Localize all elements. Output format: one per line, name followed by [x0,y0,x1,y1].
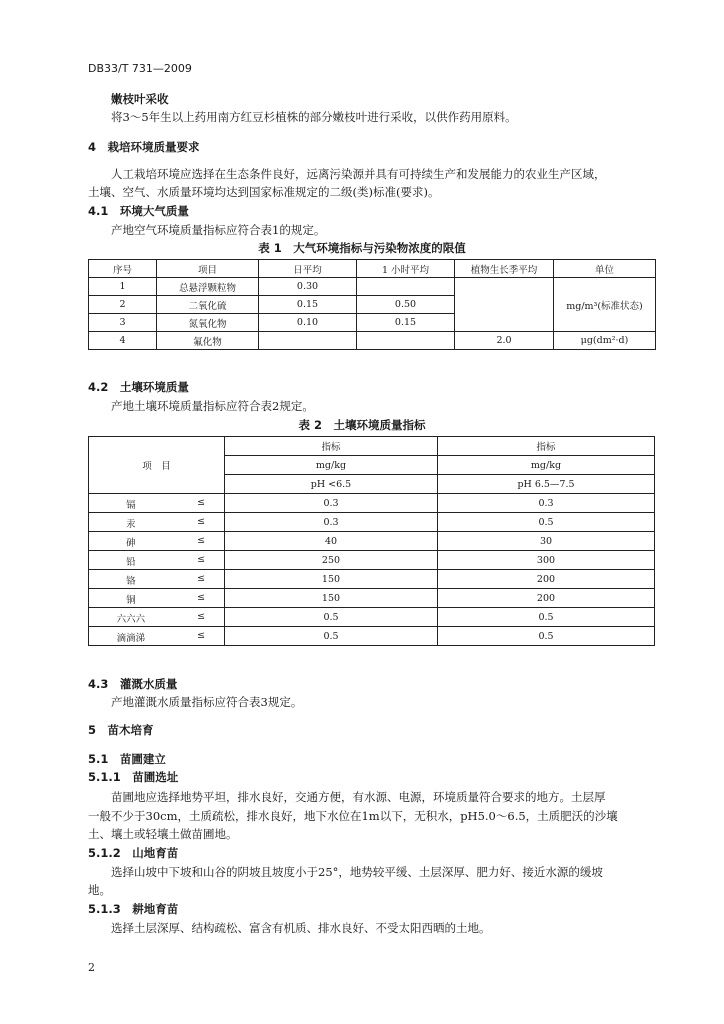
cell-unit: μg(dm²·d) [554,332,656,350]
cell-daily: 0.15 [259,296,357,314]
cell-daily [259,332,357,350]
cell-value2: 200 [438,589,655,608]
table-row [89,551,655,570]
pollutant-name: 镉 [126,500,136,511]
paragraph-section-4-line1: 人工栽培环境应选择在生态条件良好，远离污染源并具有可持续生产和发展能力的农业生产区域， [111,167,606,181]
soil-quality-table [88,436,655,646]
pollutant-name: 滴滴涕 [116,633,146,644]
table-row [89,332,656,350]
heading-section-4: 4 栽培环境质量要求 [88,140,200,154]
cell-no: 1 [89,278,157,296]
le-symbol: ≤ [197,630,206,641]
header-unit: 单位 [554,260,656,278]
cell-item: 总悬浮颗粒物 [157,278,259,296]
cell-pollutant [89,494,225,513]
paragraph-5-1-1-line2: 一般不少于30cm，土质疏松，排水良好，地下水位在1m以下，无积水，pH5.0～6.5，土质肥沃的沙壤 [88,809,618,823]
header-item: 项 目 [89,437,225,494]
page-number: 2 [88,961,95,974]
header-col2-cond: pH 6.5—7.5 [438,475,655,494]
pollutant-name: 汞 [126,519,136,530]
cell-pollutant [89,589,225,608]
cell-season-merged [455,278,554,332]
cell-value2: 200 [438,570,655,589]
cell-daily: 0.10 [259,314,357,332]
table-header-row [89,437,655,456]
cell-value2: 0.5 [438,627,655,646]
cell-hourly: 0.15 [357,314,455,332]
cell-unit-merged: mg/m³(标准状态) [554,278,656,332]
le-symbol: ≤ [197,516,206,527]
pollutant-name: 铅 [126,557,136,568]
heading-leaf-harvest: 嫩枝叶采收 [111,92,169,106]
table-row [89,494,655,513]
table-row [89,570,655,589]
table-row [89,589,655,608]
cell-value1: 0.5 [225,627,438,646]
header-hourly: 1 小时平均 [357,260,455,278]
le-symbol: ≤ [197,573,206,584]
cell-value1: 0.3 [225,513,438,532]
paragraph-5-1-1-line1: 苗圃地应选择地势平坦，排水良好，交通方便，有水源、电源，环境质量符合要求的地方。土层厚 [111,790,606,804]
paragraph-5-1-3: 选择土层深厚、结构疏松、富含有机质、排水良好、不受太阳西晒的土地。 [111,921,491,935]
header-col1-label: 指标 [225,437,438,456]
cell-pollutant [89,513,225,532]
heading-section-5-1: 5.1 苗圃建立 [88,752,166,766]
cell-pollutant [89,551,225,570]
le-symbol: ≤ [197,497,206,508]
table-header-row [89,260,656,278]
cell-no: 3 [89,314,157,332]
cell-no: 4 [89,332,157,350]
cell-value2: 0.3 [438,494,655,513]
pollutant-name: 铬 [126,576,136,587]
cell-hourly [357,332,455,350]
header-col2-label: 指标 [438,437,655,456]
le-symbol: ≤ [197,554,206,565]
cell-value1: 150 [225,589,438,608]
table-row [89,532,655,551]
le-symbol: ≤ [197,535,206,546]
cell-no: 2 [89,296,157,314]
cell-daily: 0.30 [259,278,357,296]
table-row [89,513,655,532]
heading-section-4-2: 4.2 土壤环境质量 [88,380,189,394]
standard-code: DB33/T 731—2009 [88,62,192,75]
header-col1-cond: pH <6.5 [225,475,438,494]
le-symbol: ≤ [197,611,206,622]
header-season: 植物生长季平均 [455,260,554,278]
pollutant-name: 砷 [126,538,136,549]
cell-value1: 0.3 [225,494,438,513]
cell-pollutant [89,570,225,589]
cell-value1: 150 [225,570,438,589]
paragraph-section-4-line2: 土壤、空气、水质量环境均达到国家标准规定的二级(类)标准(要求)。 [88,185,440,199]
table-row [89,278,656,296]
air-quality-table [88,259,656,350]
le-symbol: ≤ [197,592,206,603]
header-col1-unit: mg/kg [225,456,438,475]
table2-caption: 表 2 土壤环境质量指标 [298,418,426,432]
paragraph-5-1-1-line3: 土、壤土或轻壤土做苗圃地。 [88,827,238,841]
paragraph-leaf-harvest: 将3～5年生以上药用南方红豆杉植株的部分嫩枝叶进行采收，以供作药用原料。 [111,110,517,124]
cell-pollutant [89,532,225,551]
cell-pollutant [89,627,225,646]
cell-item: 二氧化硫 [157,296,259,314]
header-item: 项目 [157,260,259,278]
paragraph-5-1-2-line1: 选择山坡中下坡和山谷的阴坡且坡度小于25°，地势较平缓、土层深厚、肥力好、接近水源的缓坡 [111,865,603,879]
pollutant-name: 六六六 [116,614,146,625]
cell-value2: 30 [438,532,655,551]
cell-value2: 0.5 [438,608,655,627]
cell-hourly [357,278,455,296]
cell-value1: 250 [225,551,438,570]
paragraph-section-4-2: 产地土壤环境质量指标应符合表2规定。 [111,399,314,413]
header-col2-unit: mg/kg [438,456,655,475]
heading-section-5: 5 苗木培育 [88,723,154,737]
heading-section-5-1-3: 5.1.3 耕地育苗 [88,902,179,916]
heading-section-5-1-1: 5.1.1 苗圃选址 [88,770,179,784]
cell-item: 氟化物 [157,332,259,350]
cell-value1: 40 [225,532,438,551]
pollutant-name: 铜 [126,595,136,606]
cell-hourly: 0.50 [357,296,455,314]
heading-section-4-1: 4.1 环境大气质量 [88,204,189,218]
table-row [89,627,655,646]
cell-value1: 0.5 [225,608,438,627]
paragraph-5-1-2-line2: 地。 [88,883,111,897]
cell-value2: 300 [438,551,655,570]
table-row [89,608,655,627]
heading-section-5-1-2: 5.1.2 山地育苗 [88,846,179,860]
header-daily: 日平均 [259,260,357,278]
heading-section-4-3: 4.3 灌溉水质量 [88,677,178,691]
cell-item: 氮氧化物 [157,314,259,332]
cell-value2: 0.5 [438,513,655,532]
cell-season: 2.0 [455,332,554,350]
cell-pollutant [89,608,225,627]
table1-caption: 表 1 大气环境指标与污染物浓度的限值 [258,241,466,255]
paragraph-section-4-3: 产地灌溉水质量指标应符合表3规定。 [111,695,303,709]
header-no: 序号 [89,260,157,278]
paragraph-section-4-1: 产地空气环境质量指标应符合表1的规定。 [111,223,326,237]
